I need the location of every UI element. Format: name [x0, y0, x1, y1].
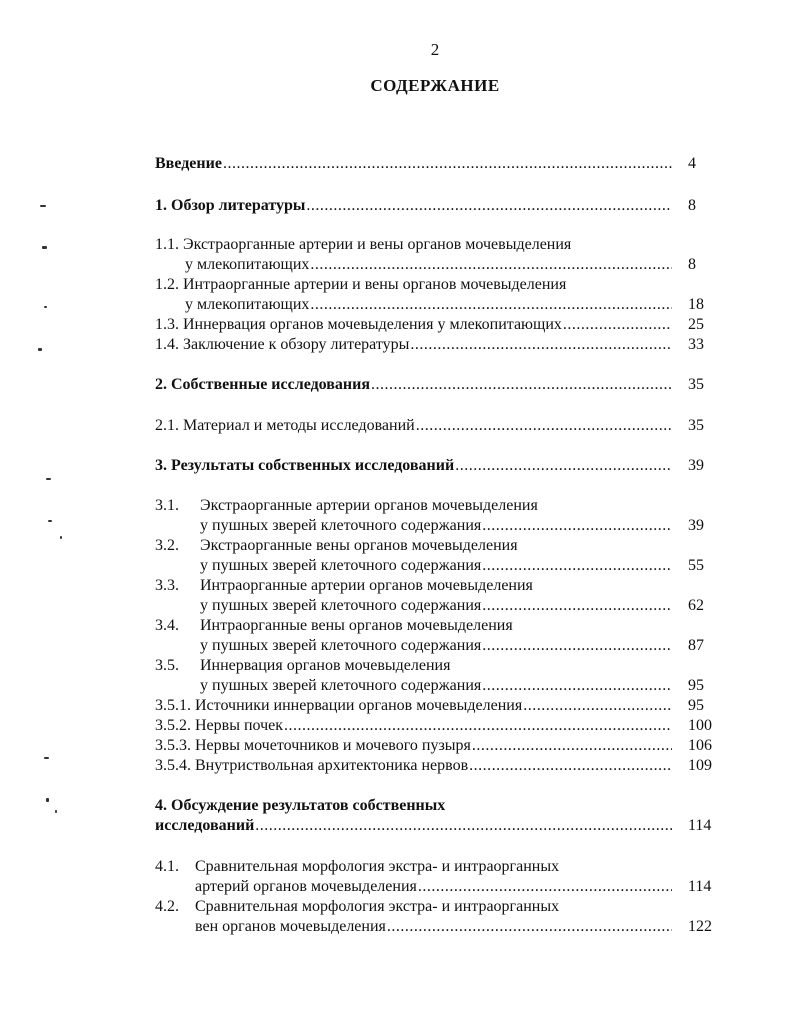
toc-entry-number: 3.3.	[155, 577, 179, 594]
toc-entry-page: 106	[688, 737, 712, 754]
toc-entry-3-4-cont[interactable]	[200, 636, 673, 656]
toc-entry-1-1-cont[interactable]	[185, 255, 673, 275]
toc-entry-3-2[interactable]	[155, 536, 673, 556]
scan-mark	[44, 757, 49, 759]
toc-entry-2-1[interactable]	[155, 416, 673, 436]
toc-entry-page: 25	[688, 316, 704, 333]
toc-entry-1-3[interactable]	[155, 315, 673, 335]
toc-entry-label: Иннервация органов мочевыделения	[200, 657, 451, 674]
toc-entry-chapter-3[interactable]	[155, 456, 673, 476]
toc-entry-page: 122	[688, 918, 712, 935]
toc-entry-chapter-4-cont[interactable]	[155, 816, 673, 836]
scan-mark	[38, 348, 42, 351]
toc-entry-page: 4	[688, 155, 696, 172]
toc-entry-page: 114	[688, 878, 712, 895]
toc-entry-4-1[interactable]	[155, 857, 673, 877]
scan-mark	[48, 520, 52, 522]
toc-entry-page: 8	[688, 197, 696, 214]
toc-entry-label: 1.4. Заключение к обзору литературы	[155, 336, 410, 353]
toc-entry-label: Интраорганные артерии органов мочевыделения	[200, 577, 533, 594]
scan-mark	[44, 306, 47, 308]
toc-entry-label: 1.2. Интраорганные артерии и вены органов мочевыделения	[155, 276, 567, 293]
toc-entry-label: 4. Обсуждение результатов собственных	[155, 797, 446, 814]
toc-entry-page: 39	[688, 457, 704, 474]
toc-entry-number: 3.5.	[155, 657, 179, 674]
toc-entry-1-2[interactable]	[155, 275, 673, 295]
toc-entry-label: у пушных зверей клеточного содержания	[200, 517, 482, 534]
toc-entry-3-5-1[interactable]	[155, 696, 673, 716]
toc-entry-4-1-cont[interactable]	[195, 877, 673, 897]
toc-entry-1-4[interactable]	[155, 335, 673, 355]
toc-entry-3-2-cont[interactable]	[200, 556, 673, 576]
toc-entry-label: у млекопитающих	[185, 296, 310, 313]
toc-entry-page: 18	[688, 296, 704, 313]
toc-entry-page: 95	[688, 697, 704, 714]
toc-entry-label: 2. Собственные исследования	[155, 376, 371, 393]
toc-entry-label: исследований	[155, 817, 255, 834]
toc-entry-label: Экстраорганные вены органов мочевыделения	[200, 537, 518, 554]
toc-entry-page: 35	[688, 417, 704, 434]
toc-entry-label: Сравнительная морфология экстра- и интраорганных	[195, 858, 560, 875]
toc-entry-label: 3.5.4. Внутриствольная архитектоника нервов	[155, 757, 469, 774]
toc-entry-introduction[interactable]	[155, 154, 673, 174]
toc-entry-label: вен органов мочевыделения	[195, 918, 386, 935]
toc-entry-page: 35	[688, 376, 704, 393]
toc-entry-3-5[interactable]	[155, 656, 673, 676]
toc-entry-3-4[interactable]	[155, 616, 673, 636]
toc-entry-number: 3.2.	[155, 537, 179, 554]
toc-entry-label: артерий органов мочевыделения	[195, 878, 417, 895]
toc-entry-label: 1.1. Экстраорганные артерии и вены органов мочевыделения	[155, 236, 572, 253]
scan-mark	[60, 536, 62, 539]
toc-entry-label: 1. Обзор литературы	[155, 197, 306, 214]
toc-entry-page: 109	[688, 757, 712, 774]
toc-entry-label: у пушных зверей клеточного содержания	[200, 597, 482, 614]
toc-entry-page: 55	[688, 557, 704, 574]
toc-entry-number: 3.4.	[155, 617, 179, 634]
toc-entry-3-5-cont[interactable]	[200, 676, 673, 696]
toc-entry-3-3-cont[interactable]	[200, 596, 673, 616]
toc-entry-label: 3. Результаты собственных исследований	[155, 457, 455, 474]
toc-entry-page: 95	[688, 677, 704, 694]
toc-entry-label: Экстраорганные артерии органов мочевыделения	[200, 497, 538, 514]
toc-entry-3-5-3[interactable]	[155, 736, 673, 756]
page-number: 2	[430, 40, 440, 59]
toc-entry-label: у пушных зверей клеточного содержания	[200, 677, 482, 694]
toc-entry-label: 3.5.1. Источники иннервации органов мочевыделения	[155, 697, 523, 714]
toc-entry-number: 4.1.	[155, 858, 179, 875]
toc-entry-page: 114	[688, 817, 712, 834]
toc-entry-3-1[interactable]	[155, 496, 673, 516]
toc-entry-label: у пушных зверей клеточного содержания	[200, 637, 482, 654]
toc-entry-page: 39	[688, 517, 704, 534]
toc-entry-chapter-2[interactable]	[155, 375, 673, 395]
toc-entry-number: 4.2.	[155, 898, 179, 915]
toc-entry-number: 3.1.	[155, 497, 179, 514]
toc-entry-3-5-4[interactable]	[155, 756, 673, 776]
toc-entry-page: 87	[688, 637, 704, 654]
toc-entry-3-3[interactable]	[155, 576, 673, 596]
toc-entry-1-2-cont[interactable]	[185, 295, 673, 315]
toc-entry-label: Интраорганные вены органов мочевыделения	[200, 617, 513, 634]
toc-entry-label: 2.1. Материал и методы исследований	[155, 417, 415, 434]
toc-entry-label: 1.3. Иннервация органов мочевыделения у млекопитающих	[155, 316, 562, 333]
toc-entry-label: 3.5.2. Нервы почек	[155, 717, 284, 734]
scan-mark	[40, 205, 46, 207]
scan-mark	[55, 810, 57, 813]
toc-entry-chapter-4[interactable]	[155, 796, 673, 816]
toc-entry-3-1-cont[interactable]	[200, 516, 673, 536]
toc-entry-page: 8	[688, 256, 696, 273]
toc-entry-chapter-1[interactable]	[155, 196, 673, 216]
scan-mark	[42, 246, 47, 249]
toc-entry-label: 3.5.3. Нервы мочеточников и мочевого пузыря	[155, 737, 471, 754]
toc-entry-label: у пушных зверей клеточного содержания	[200, 557, 482, 574]
toc-entry-label: Сравнительная морфология экстра- и интраорганных	[195, 898, 560, 915]
toc-entry-label: Введение	[155, 155, 222, 172]
toc-entry-label: у млекопитающих	[185, 256, 310, 273]
toc-entry-page: 33	[688, 336, 704, 353]
toc-entry-4-2[interactable]	[155, 897, 673, 917]
page-title: СОДЕРЖАНИЕ	[370, 76, 500, 95]
toc-entry-1-1[interactable]	[155, 235, 673, 255]
toc-entry-page: 100	[688, 717, 712, 734]
toc-entry-page: 62	[688, 597, 704, 614]
scan-mark	[46, 478, 51, 480]
toc-entry-4-2-cont[interactable]	[195, 917, 673, 937]
toc-entry-3-5-2[interactable]	[155, 716, 673, 736]
scan-mark	[46, 798, 49, 802]
